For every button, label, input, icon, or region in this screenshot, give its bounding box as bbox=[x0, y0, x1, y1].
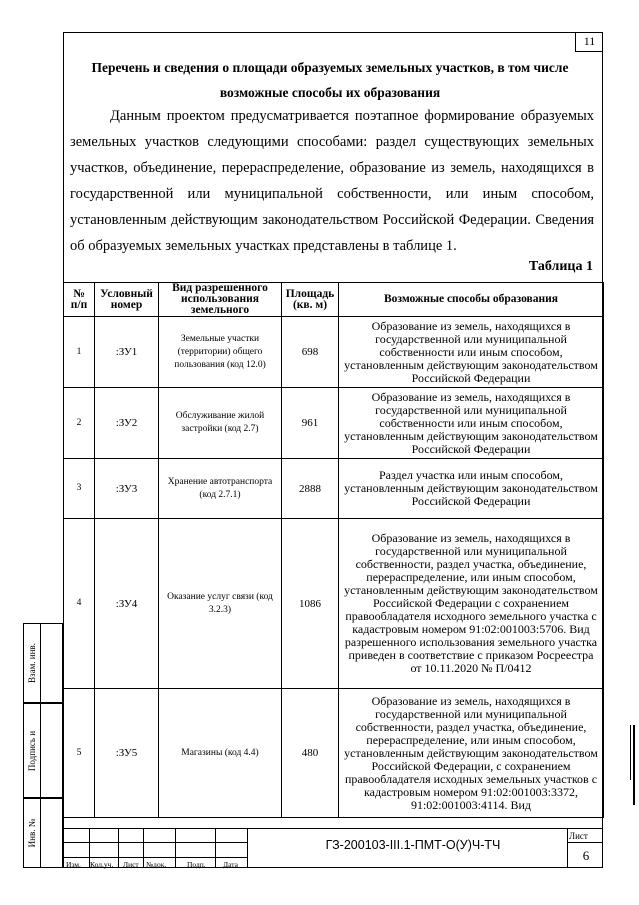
row-use: Земельные участки (территории) общего пользования (код 12.0) bbox=[159, 317, 282, 388]
plots-table bbox=[63, 282, 604, 818]
left-sidebar-stamp bbox=[23, 623, 63, 868]
table-row bbox=[64, 689, 604, 818]
row-area: 1086 bbox=[282, 519, 339, 689]
row-area: 698 bbox=[282, 317, 339, 388]
scan-edge-mark bbox=[633, 725, 635, 805]
row-use: Оказание услуг связи (код 3.2.3) bbox=[159, 519, 282, 689]
title-line-1: Перечень и сведения о площади образуемых земельных участков, в том числе bbox=[91, 60, 569, 75]
row-area: 961 bbox=[282, 388, 339, 459]
inv-num-label: Инв. № bbox=[27, 818, 37, 848]
scan-edge-mark bbox=[630, 725, 631, 780]
row-code: :ЗУ4 bbox=[95, 519, 159, 689]
sheet-number: 6 bbox=[582, 848, 590, 863]
row-code: :ЗУ1 bbox=[95, 317, 159, 388]
signature-label: Подпись и bbox=[27, 730, 37, 771]
col-header-use: Вид разрешенного использования земельного bbox=[159, 283, 282, 317]
row-code: :ЗУ3 bbox=[95, 459, 159, 519]
stamp-label-list: Лист bbox=[123, 860, 139, 869]
stamp-label-koluch: Кол.уч. bbox=[90, 860, 114, 869]
row-num: 5 bbox=[64, 689, 95, 818]
table-row bbox=[64, 388, 604, 459]
row-method: Образование из земель, находящихся в государственной или муниципальной собственности или иным способом, установленным действующим законодательством Российской Федерации bbox=[339, 317, 604, 388]
row-use: Обслуживание жилой застройки (код 2.7) bbox=[159, 388, 282, 459]
title-line-2: возможные способы их образования bbox=[219, 85, 441, 100]
row-method: Образование из земель, находящихся в государственной или муниципальной собственности, раздел участка, объединение, перераспределение, или иным способом, установленным действующим законодательством Российской Федерации, с сохранением правообладателя исходных земельных участков с кадастровым номером 91:02:001003:3372, 91:02:001003:4114. Вид bbox=[339, 689, 604, 818]
stamp-label-podp: Подп. bbox=[187, 860, 206, 869]
col-header-method: Возможные способы образования bbox=[339, 283, 604, 317]
row-area: 480 bbox=[282, 689, 339, 818]
row-code: :ЗУ2 bbox=[95, 388, 159, 459]
row-use: Магазины (код 4.4) bbox=[159, 689, 282, 818]
table-caption: Таблица 1 bbox=[528, 259, 593, 274]
row-method: Образование из земель, находящихся в государственной или муниципальной собственности, раздел участка, объединение, перераспределение, или иным способом, установленным действующим законодательством Российской Федерации с сохранением правообладателя исходного земельного участка с кадастровым номером 91:02:001003:5706. Вид разрешенного использования земельного участка приведен в соответствие с приказом Росреестра от 10.11.2020 № П/0412 bbox=[339, 519, 604, 689]
col-header-num: № п/п bbox=[64, 283, 95, 317]
vzam-inv-label: Взам. инв. bbox=[27, 643, 37, 683]
row-num: 4 bbox=[64, 519, 95, 689]
table-header-row bbox=[64, 283, 604, 317]
row-area: 2888 bbox=[282, 459, 339, 519]
table-row bbox=[64, 519, 604, 689]
row-num: 2 bbox=[64, 388, 95, 459]
intro-paragraph bbox=[70, 103, 594, 259]
document-code: ГЗ-200103-III.1-ПМТ-О(У)Ч-ТЧ bbox=[325, 838, 501, 852]
row-code: :ЗУ5 bbox=[95, 689, 159, 818]
paragraph-text: Данным проектом предусматривается поэтапное формирование образуемых земельных участков следующими способами: раздел существующих земельных участков, объединение, перераспределение, образование из земель, находящихся в государственной или муниципальной собственности, или иным способом, установленным действующим законодательством Российской Федерации. Сведения об образуемых земельных участках представлены в таблице 1. bbox=[70, 108, 594, 254]
stamp-label-ndok: №док. bbox=[146, 860, 167, 869]
table-row bbox=[64, 317, 604, 388]
title-block bbox=[63, 828, 603, 868]
sheet-label: Лист bbox=[569, 831, 588, 841]
col-header-area: Площадь (кв. м) bbox=[282, 283, 339, 317]
page-number: 11 bbox=[575, 32, 603, 52]
row-method: Образование из земель, находящихся в государственной или муниципальной собственности или иным способом, установленным действующим законодательством Российской Федерации bbox=[339, 388, 604, 459]
row-method: Раздел участка или иным способом, установленным действующим законодательством Российской Федерации bbox=[339, 459, 604, 519]
stamp-label-izm: Изм. bbox=[66, 860, 81, 869]
row-use: Хранение автотранспорта (код 2.7.1) bbox=[159, 459, 282, 519]
row-num: 1 bbox=[64, 317, 95, 388]
row-num: 3 bbox=[64, 459, 95, 519]
col-header-code: Условный номер bbox=[95, 283, 159, 317]
stamp-label-data: Дата bbox=[223, 860, 238, 869]
table-row bbox=[64, 459, 604, 519]
